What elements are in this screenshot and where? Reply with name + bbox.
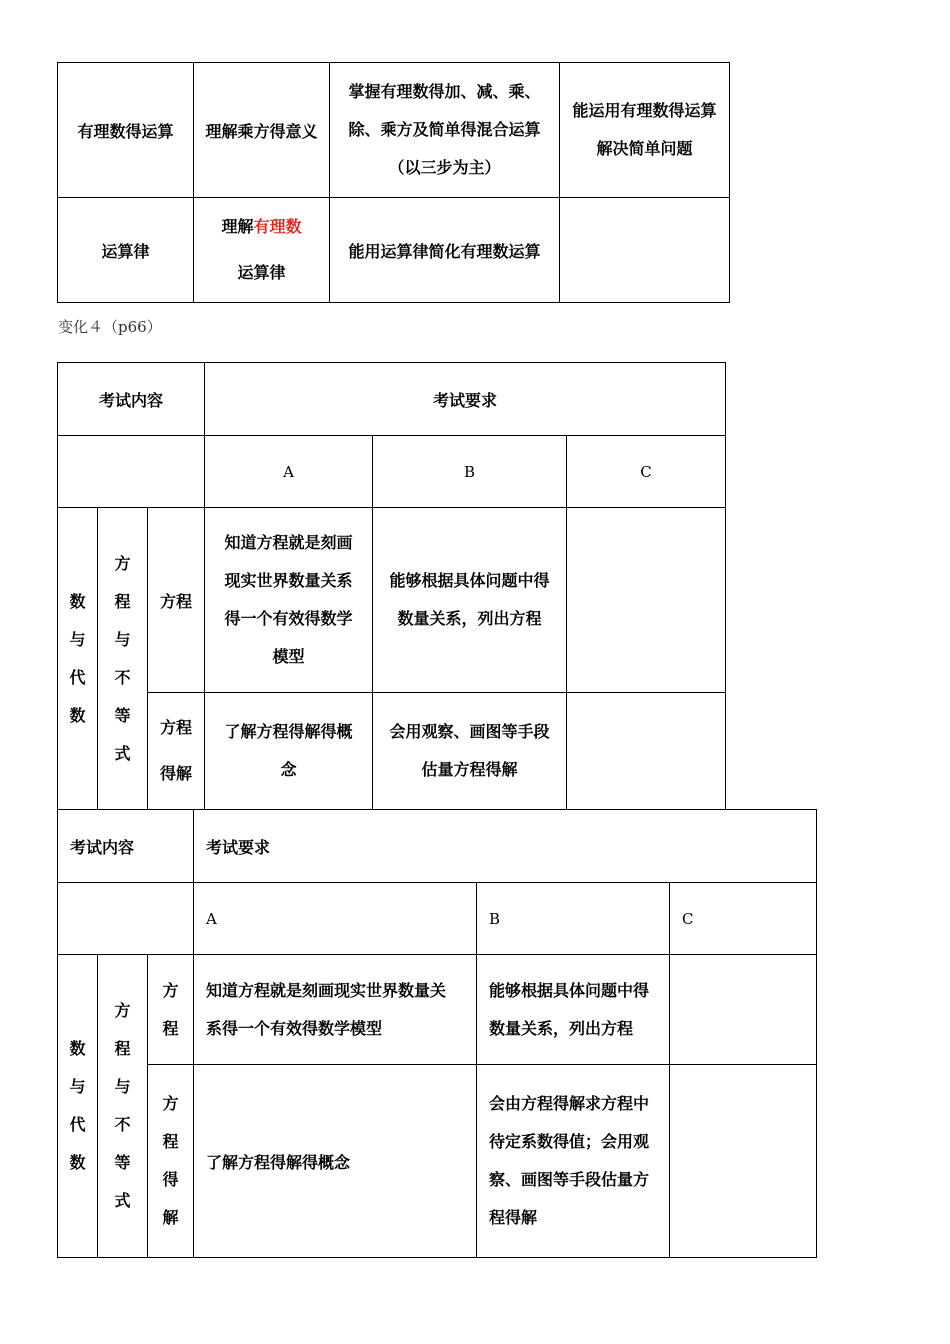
t1-r1-apply: 能运用有理数得运算 解决简单问题	[560, 63, 730, 198]
table-2	[57, 362, 726, 810]
t3-r1-b: 能够根据具体问题中得 数量关系，列出方程	[477, 955, 670, 1065]
t1-r1-understand: 理解乘方得意义	[194, 63, 330, 198]
t2-cat-number-algebra: 数 与 代 数	[58, 508, 98, 810]
t3-r2-a: 了解方程得解得概念	[194, 1065, 477, 1258]
t3-col-c: C	[670, 883, 817, 955]
t3-r1-c-empty	[670, 955, 817, 1065]
t2-r1-b: 能够根据具体问题中得 数量关系，列出方程	[373, 508, 567, 693]
t2-cat-equation-inequality: 方 程 与 不 等 式	[98, 508, 148, 810]
t3-empty-cell	[58, 883, 194, 955]
t3-r1-label: 方 程	[148, 955, 194, 1065]
t2-r1-label: 方程	[148, 508, 205, 693]
highlight-red-text: 有理数	[253, 217, 302, 236]
caption-variation: 变化４（p66）	[58, 318, 162, 336]
t1-r1-master: 掌握有理数得加、减、乘、 除、乘方及简单得混合运算 （以三步为主）	[330, 63, 560, 198]
t1-r2-content: 运算律	[58, 198, 194, 303]
t3-cat-equation-inequality: 方 程 与 不 等 式	[98, 955, 148, 1258]
t3-col-a: A	[194, 883, 477, 955]
t2-r1-a: 知道方程就是刻画 现实世界数量关系 得一个有效得数学 模型	[205, 508, 373, 693]
t2-header-req: 考试要求	[205, 363, 726, 436]
t2-r2-label: 方程 得解	[148, 693, 205, 810]
t1-r2-understand: 理解有理数 运算律	[194, 198, 330, 303]
t2-col-c: C	[567, 436, 726, 508]
t2-r2-c-empty	[567, 693, 726, 810]
t2-col-a: A	[205, 436, 373, 508]
t3-cat-number-algebra: 数 与 代 数	[58, 955, 98, 1258]
t2-header-content: 考试内容	[58, 363, 205, 436]
t3-r2-c-empty	[670, 1065, 817, 1258]
t2-r2-b: 会用观察、画图等手段 估量方程得解	[373, 693, 567, 810]
t3-header-req: 考试要求	[194, 810, 817, 883]
t3-r1-a: 知道方程就是刻画现实世界数量关 系得一个有效得数学模型	[194, 955, 477, 1065]
t3-r2-b: 会由方程得解求方程中 待定系数得值；会用观 察、画图等手段估量方 程得解	[477, 1065, 670, 1258]
t1-r2-master: 能用运算律简化有理数运算	[330, 198, 560, 303]
t1-r1-content: 有理数得运算	[58, 63, 194, 198]
t2-r1-c-empty	[567, 508, 726, 693]
t3-col-b: B	[477, 883, 670, 955]
t2-r2-a: 了解方程得解得概 念	[205, 693, 373, 810]
t1-r2-apply-empty	[560, 198, 730, 303]
t3-header-content: 考试内容	[58, 810, 194, 883]
t2-empty-cell	[58, 436, 205, 508]
table-1	[57, 62, 730, 303]
t3-r2-label: 方 程 得 解	[148, 1065, 194, 1258]
table-3	[57, 809, 817, 1258]
t2-col-b: B	[373, 436, 567, 508]
